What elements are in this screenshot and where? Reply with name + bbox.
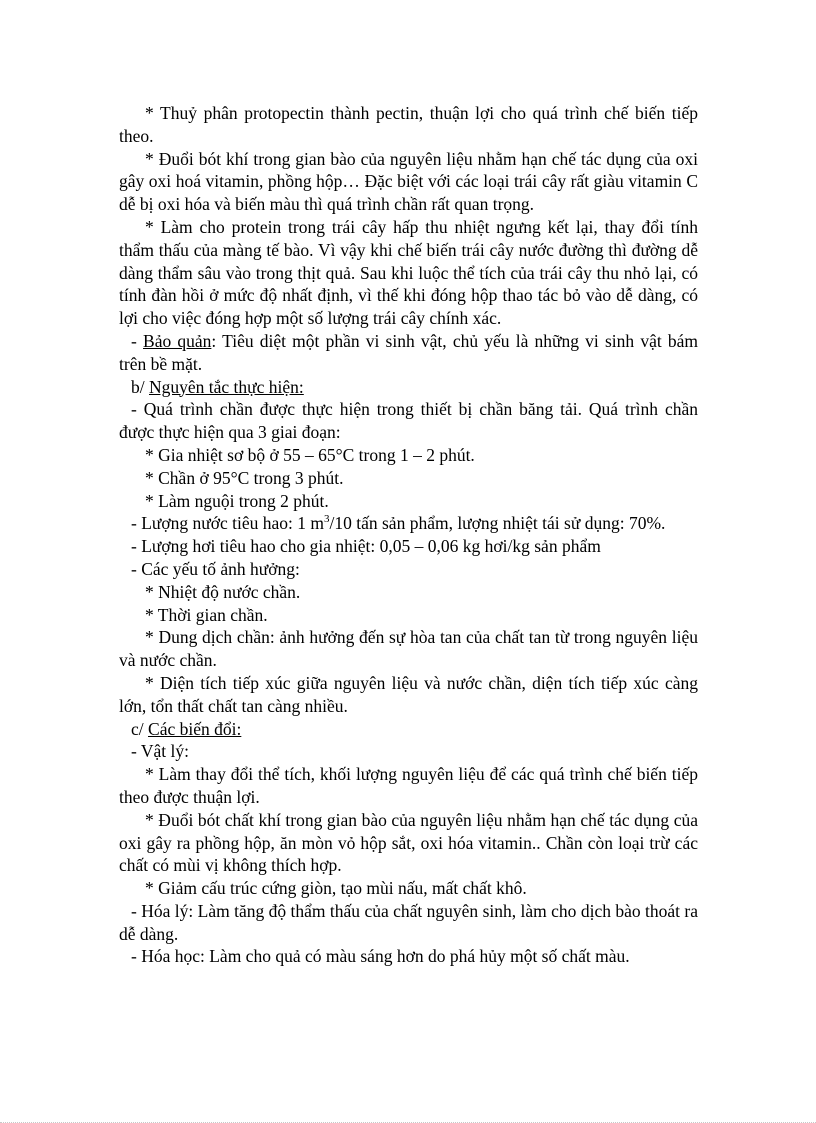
water-usage-b: /10 tấn sản phẩm, lượng nhiệt tái sử dụng: 70%. bbox=[329, 513, 666, 534]
water-usage-sup: 3 bbox=[324, 513, 330, 526]
para-physical-texture: * Giảm cấu trúc cứng giòn, tạo mùi nấu, mất chất khô. bbox=[145, 878, 527, 899]
para-physical: - Vật lý: bbox=[131, 741, 190, 762]
para-preservation bbox=[119, 330, 698, 376]
para-chemical: - Hóa học: Làm cho quả có màu sáng hơn do phá hủy một số chất màu. bbox=[131, 946, 630, 967]
para-factors: - Các yếu tố ảnh hưởng: bbox=[131, 558, 300, 579]
heading-changes bbox=[119, 718, 698, 741]
para-blanch: * Chần ở 95°C trong 3 phút. bbox=[145, 467, 344, 488]
para-physical-gas: * Đuổi bót chất khí trong gian bào của nguyên liệu nhằm hạn chế tác dụng của oxi gây ra phồng hộp, ăn mòn vỏ hộp sắt, oxi hóa vitamin.. Chần còn loại trừ các chất có mùi vị không thích hợp. bbox=[119, 809, 698, 876]
para-preheat: * Gia nhiệt sơ bộ ở 55 – 65°C trong 1 – 2 phút. bbox=[145, 444, 475, 465]
para-cool: * Làm nguội trong 2 phút. bbox=[145, 490, 329, 511]
changes-label: Các biến đổi: bbox=[148, 718, 242, 739]
changes-prefix: c/ bbox=[131, 718, 149, 739]
para-hydrolysis: * Thuỷ phân protopectin thành pectin, thuận lợi cho quá trình chế biến tiếp theo. bbox=[119, 103, 698, 146]
preservation-prefix: - bbox=[131, 330, 144, 351]
principles-label: Nguyên tắc thực hiện: bbox=[149, 376, 304, 397]
para-factor-solution: * Dung dịch chần: ảnh hưởng đến sự hòa tan của chất tan từ trong nguyên liệu và nước chần. bbox=[119, 627, 698, 671]
para-water-usage bbox=[119, 512, 698, 535]
preservation-text: : Tiêu diệt một phần vi sinh vật, chủ yếu là những vi sinh vật bám trên bề mặt. bbox=[119, 330, 699, 374]
water-usage-a: - Lượng nước tiêu hao: 1 m bbox=[131, 513, 324, 534]
para-steam-usage: - Lượng hơi tiêu hao cho gia nhiệt: 0,05 – 0,06 kg hơi/kg sản phẩm bbox=[131, 536, 601, 557]
para-factor-area: * Diện tích tiếp xúc giữa nguyên liệu và nước chần, diện tích tiếp xúc càng lớn, tổn thất chất tan càng nhiều. bbox=[119, 672, 698, 716]
para-protein: * Làm cho protein trong trái cây hấp thu nhiệt ngưng kết lại, thay đổi tính thẩm thấu của màng tế bào. Vì vậy khi chế biến trái cây nước đường thì đường dễ dàng thẩm sâu vào trong thịt quả. Sau khi luộc thể tích của trái cây thu nhỏ lại, có tính đàn hồi ở mức độ nhất định, vì thế khi đóng hộp thao tác bỏ vào dễ dàng, có lợi cho việc đóng hợp một số lượng trái cây chính xác. bbox=[119, 216, 698, 329]
para-remove-gas: * Đuổi bót khí trong gian bào của nguyên liệu nhằm hạn chế tác dụng của oxi gây oxi hoá vitamin, phồng hộp… Đặc biệt với các loại trái cây rất giàu vitamin C dễ bị oxi hóa và biến màu thì quá trình chần rất quan trọng. bbox=[119, 148, 698, 215]
heading-principles bbox=[119, 376, 698, 399]
preservation-label: Bảo quản bbox=[143, 330, 212, 351]
para-factor-time: * Thời gian chần. bbox=[145, 604, 268, 625]
principles-prefix: b/ bbox=[131, 376, 149, 397]
para-physical-volume: * Làm thay đổi thể tích, khối lượng nguyên liệu để các quá trình chế biến tiếp theo được thuận lợi. bbox=[119, 764, 698, 807]
para-factor-temp: * Nhiệt độ nước chần. bbox=[145, 581, 301, 602]
para-physicochemical: - Hóa lý: Làm tăng độ thẩm thấu của chất nguyên sinh, làm cho dịch bào thoát ra dễ dàng. bbox=[119, 900, 698, 944]
para-process: - Quá trình chần được thực hiện trong thiết bị chần băng tải. Quá trình chần được thực hiện qua 3 giai đoạn: bbox=[119, 399, 698, 443]
